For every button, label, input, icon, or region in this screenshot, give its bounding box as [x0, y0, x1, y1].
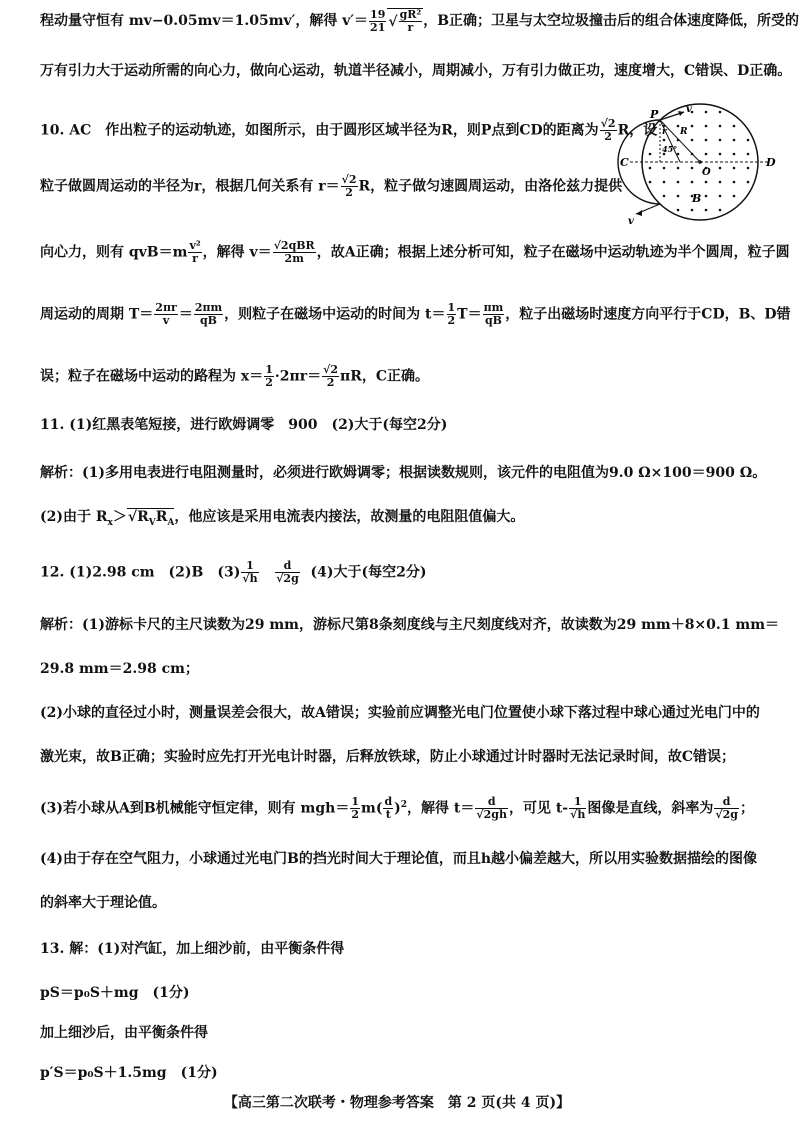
- q12-analysis-3: (2)小球的直径过小时，测量误差会很大，故A错误；实验前应调整光电门位置使小球下落过程中球心通过光电门中的: [40, 705, 760, 721]
- field-dot: [719, 195, 722, 198]
- field-dot: [677, 209, 680, 212]
- q10-line-3: 向心力，则有 qvB＝m $\frac{\text{v²}}{r}$ ，解得 v＝ $\frac{\text{√2qBR}}{2m}$ ，故A正确；根据上述分析可知，粒子在磁场中运动轨迹为半个圆周，粒子圆: [40, 239, 790, 265]
- label-D: D: [766, 156, 776, 169]
- sqrt-gR2-r: √ $\frac{\text{gR²}}{r}$: [387, 8, 423, 34]
- field-dot: [747, 139, 750, 142]
- field-dot: [705, 139, 708, 142]
- field-dot: [691, 139, 694, 142]
- center-point: [698, 160, 702, 164]
- field-dot: [663, 167, 666, 170]
- field-dot: [719, 181, 722, 184]
- q11-answer: 11. (1)红黑表笔短接，进行欧姆调零 900 (2)大于(每空2分): [40, 417, 448, 433]
- field-dot: [733, 167, 736, 170]
- field-dot: [663, 195, 666, 198]
- magnetic-field-diagram: [600, 100, 780, 230]
- q10-line-4: 周运动的周期 T＝ $\frac{2\pi r}{v}$ ＝ $\frac{2\pi m}{qB}$ ，则粒子在磁场中运动的时间为 t＝ $\frac{1}{2}$ T＝ $\frac{\pi m}{qB}$ ，粒子出磁场时速度方向平行于CD，B、D错: [40, 301, 791, 327]
- field-dot: [663, 139, 666, 142]
- q12-analysis-4: 激光束，故B正确；实验时应先打开光电计时器，后释放铁球，防止小球通过计时器时无法记录时间，故C错误；: [40, 749, 735, 765]
- field-dot: [649, 181, 652, 184]
- q11-analysis-2: (2)由于 $R_x>√$ $R_VR_A$，他应该是采用电流表内接法，故测量的电阻阻值偏大。: [40, 508, 760, 532]
- field-dot: [705, 195, 708, 198]
- label-B: B: [692, 192, 702, 205]
- field-dot: [649, 153, 652, 156]
- field-dot: [719, 167, 722, 170]
- q10-line-1: 10. AC 作出粒子的运动轨迹，如图所示，由于圆形区域半径为R，则P点到CD的距离为 $\frac{√2}{2}$ R，设: [40, 117, 658, 143]
- field-dot: [733, 195, 736, 198]
- label-R: R: [680, 127, 688, 137]
- label-C: C: [620, 156, 629, 169]
- field-dot: [705, 209, 708, 212]
- field-dot: [705, 153, 708, 156]
- text-line-1: 程动量守恒有 mv−0.05mv＝1.05mv′，解得 v′＝ $\frac{19}{21}$ √ $\frac{\text{gR²}}{r}$ ，B正确；卫星与太空垃圾撞击后的组合体速度降低，所受的: [40, 8, 760, 34]
- field-dot: [705, 181, 708, 184]
- field-dot: [747, 181, 750, 184]
- field-dot: [663, 181, 666, 184]
- field-dot: [677, 125, 680, 128]
- field-dot: [691, 209, 694, 212]
- q12-analysis-7: 的斜率大于理论值。: [40, 895, 166, 911]
- field-dot: [719, 209, 722, 212]
- field-dot: [691, 167, 694, 170]
- field-dot: [677, 167, 680, 170]
- q12-analysis-6: (4)由于存在空气阻力，小球通过光电门B的挡光时间大于理论值，而且h越小偏差越大，所以用实验数据描绘的图像: [40, 851, 757, 867]
- q13-line-4: p′S＝p₀S＋1.5mg (1分): [40, 1065, 218, 1081]
- field-dot: [719, 125, 722, 128]
- field-dot: [733, 153, 736, 156]
- q13-line-3: 加上细沙后，由平衡条件得: [40, 1025, 208, 1041]
- field-dot: [677, 181, 680, 184]
- q10-line-2: 粒子做圆周运动的半径为r，根据几何关系有 r＝ $\frac{√2}{2}$ R，粒子做匀速圆周运动，由洛伦兹力提供: [40, 173, 623, 199]
- label-P: P: [650, 108, 659, 121]
- q12-analysis-2: 29.8 mm＝2.98 cm；: [40, 661, 199, 677]
- text-line-2: 万有引力大于运动所需的向心力，做向心运动，轨道半径减小，周期减小，万有引力做正功，速度增大，C错误、D正确。: [40, 63, 792, 79]
- field-dot: [719, 153, 722, 156]
- q13-line-1: 13. 解：(1)对汽缸，加上细沙前，由平衡条件得: [40, 941, 345, 957]
- label-v-top: v: [686, 104, 692, 115]
- q12-analysis-1: 解析：(1)游标卡尺的主尺读数为29 mm，游标尺第8条刻度线与主尺刻度线对齐，故读数为29 mm＋8×0.1 mm＝: [40, 617, 780, 633]
- label-r: r: [662, 127, 667, 137]
- field-dot: [719, 111, 722, 114]
- field-dot: [705, 125, 708, 128]
- field-dot: [733, 181, 736, 184]
- field-dot: [649, 167, 652, 170]
- q11-analysis-1: 解析：(1)多用电表进行电阻测量时，必须进行欧姆调零；根据读数规则，该元件的电阻值为9.0 Ω×100＝900 Ω。: [40, 465, 767, 481]
- field-dot: [719, 139, 722, 142]
- page-footer: 【高三第二次联考・物理参考答案 第 2 页(共 4 页)】: [223, 1095, 571, 1111]
- q10-line-5: 误；粒子在磁场中运动的路程为 x＝ $\frac{1}{2}$ ·2πr＝ $\frac{√2}{2}$ πR，C正确。: [40, 363, 430, 389]
- fraction-19-21: $\frac{19}{21}$: [370, 7, 386, 34]
- q13-line-2: pS＝p₀S＋mg (1分): [40, 985, 190, 1001]
- label-O: O: [702, 167, 711, 178]
- field-dot: [747, 153, 750, 156]
- q12-analysis-5: (3)若小球从A到B机械能守恒定律，则有 mgh＝ $\frac{1}{2}$ m( $\frac{d}{t}$ )$^2$，解得 t＝ $\frac{d}{√2gh}$ ，可见 t- $\frac{1}{√h}$ 图像是直线，斜率为 $\frac{d}{√2g}$ ；: [40, 795, 754, 822]
- field-dot: [691, 181, 694, 184]
- field-dot: [733, 125, 736, 128]
- field-dot: [705, 111, 708, 114]
- field-dot: [747, 167, 750, 170]
- q12-answer: 12. (1)2.98 cm (2)B (3) $\frac{1}{√h}$ $\frac{d}{√2g}$ (4)大于(每空2分): [40, 559, 427, 585]
- field-dot: [691, 125, 694, 128]
- label-angle: 45°: [662, 144, 678, 154]
- field-dot: [677, 195, 680, 198]
- label-v-bottom: v: [628, 216, 634, 227]
- field-dot: [733, 139, 736, 142]
